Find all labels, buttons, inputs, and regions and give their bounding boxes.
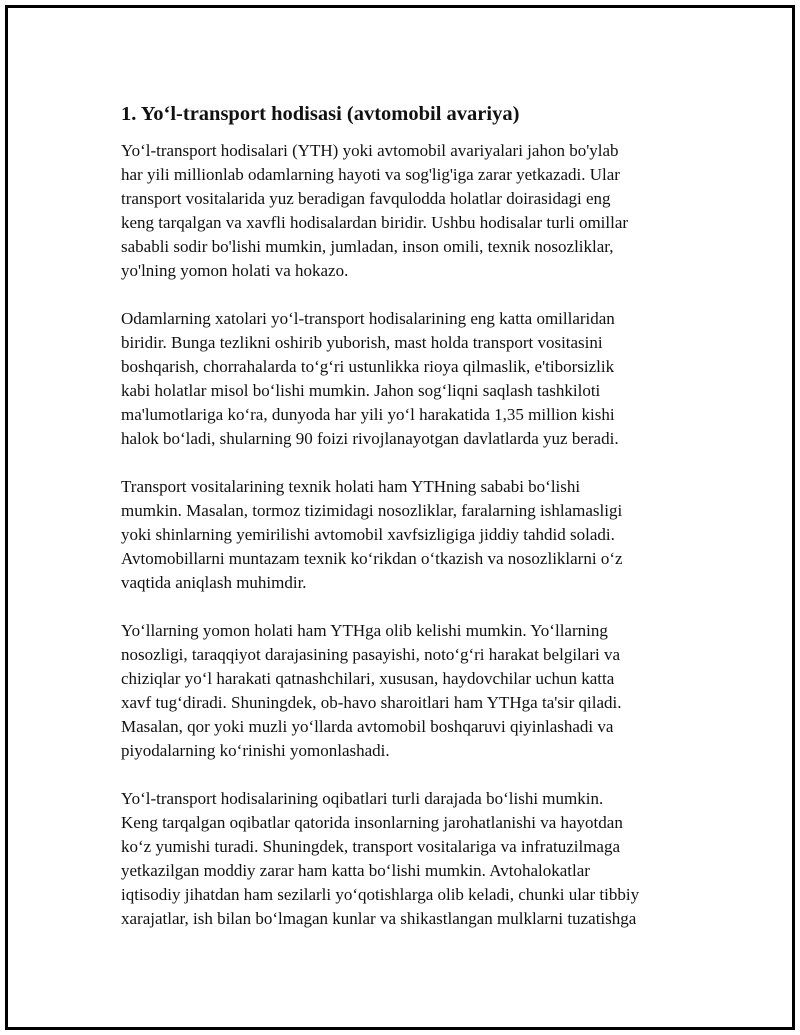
text-line: Transport vositalarining texnik holati ham YTHning sababi bo‘lishi [121, 477, 581, 496]
paragraph-4 [121, 619, 701, 763]
text-line: sababli sodir bo'lishi mumkin, jumladan, inson omili, texnik nosozliklar, [121, 237, 614, 256]
paragraph-2 [121, 307, 701, 451]
text-line: transport vositalarida yuz beradigan favqulodda holatlar doirasidagi eng [121, 189, 611, 208]
text-line: har yili millionlab odamlarning hayoti va sog'lig'iga zarar yetkazadi. Ular [121, 165, 620, 184]
paragraph-3 [121, 475, 701, 595]
text-line: nosozligi, taraqqiyot darajasining pasayishi, noto‘g‘ri harakat belgilari va [121, 645, 620, 664]
paragraph-5 [121, 787, 701, 931]
text-line: Keng tarqalgan oqibatlar qatorida insonlarning jarohatlanishi va hayotdan [121, 813, 623, 832]
text-line: ma'lumotlariga ko‘ra, dunyoda har yili yo‘l harakatida 1,35 million kishi [121, 405, 615, 424]
text-line: iqtisodiy jihatdan ham sezilarli yo‘qotishlarga olib keladi, chunki ular tibbiy [121, 885, 640, 904]
text-line: yetkazilgan moddiy zarar ham katta bo‘lishi mumkin. Avtohalokatlar [121, 861, 590, 880]
text-line: Avtomobillarni muntazam texnik ko‘rikdan o‘tkazish va nosozliklarni o‘z [121, 549, 623, 568]
text-line: halok bo‘ladi, shularning 90 foizi rivojlanayotgan davlatlarda yuz beradi. [121, 429, 619, 448]
page-frame [5, 5, 795, 1030]
text-line: mumkin. Masalan, tormoz tizimidagi nosozliklar, faralarning ishlamasligi [121, 501, 623, 520]
text-line: Yo‘l-transport hodisalari (YTH) yoki avtomobil avariyalari jahon bo'ylab [121, 141, 619, 160]
section-heading: 1. Yo‘l-transport hodisasi (avtomobil avariya) [121, 103, 520, 125]
text-line: Yo‘llarning yomon holati ham YTHga olib kelishi mumkin. Yo‘llarning [121, 621, 608, 640]
text-line: biridir. Bunga tezlikni oshirib yuborish, mast holda transport vositasini [121, 333, 603, 352]
text-line: Odamlarning xatolari yo‘l-transport hodisalarining eng katta omillaridan [121, 309, 615, 328]
text-line: kabi holatlar misol bo‘lishi mumkin. Jahon sog‘liqni saqlash tashkiloti [121, 381, 601, 400]
text-line: vaqtida aniqlash muhimdir. [121, 573, 307, 592]
text-line: Masalan, qor yoki muzli yo‘llarda avtomobil boshqaruvi qiyinlashadi va [121, 717, 614, 736]
text-line: keng tarqalgan va xavfli hodisalardan biridir. Ushbu hodisalar turli omillar [121, 213, 629, 232]
text-line: yoki shinlarning yemirilishi avtomobil xavfsizligiga jiddiy tahdid soladi. [121, 525, 615, 544]
text-line: boshqarish, chorrahalarda to‘g‘ri ustunlikka rioya qilmaslik, e'tiborsizlik [121, 357, 615, 376]
document-body [121, 101, 701, 955]
text-line: yo'lning yomon holati va hokazo. [121, 261, 349, 280]
text-line: xavf tug‘diradi. Shuningdek, ob-havo sharoitlari ham YTHga ta'sir qiladi. [121, 693, 622, 712]
text-line: ko‘z yumishi turadi. Shuningdek, transport vositalariga va infratuzilmaga [121, 837, 621, 856]
text-line: piyodalarning ko‘rinishi yomonlashadi. [121, 741, 390, 760]
text-line: chiziqlar yo‘l harakati qatnashchilari, xususan, haydovchilar uchun katta [121, 669, 615, 688]
text-line: Yo‘l-transport hodisalarining oqibatlari turli darajada bo‘lishi mumkin. [121, 789, 604, 808]
text-line: xarajatlar, ish bilan bo‘lmagan kunlar va shikastlangan mulklarni tuzatishga [121, 909, 637, 928]
paragraph-1 [121, 139, 701, 283]
